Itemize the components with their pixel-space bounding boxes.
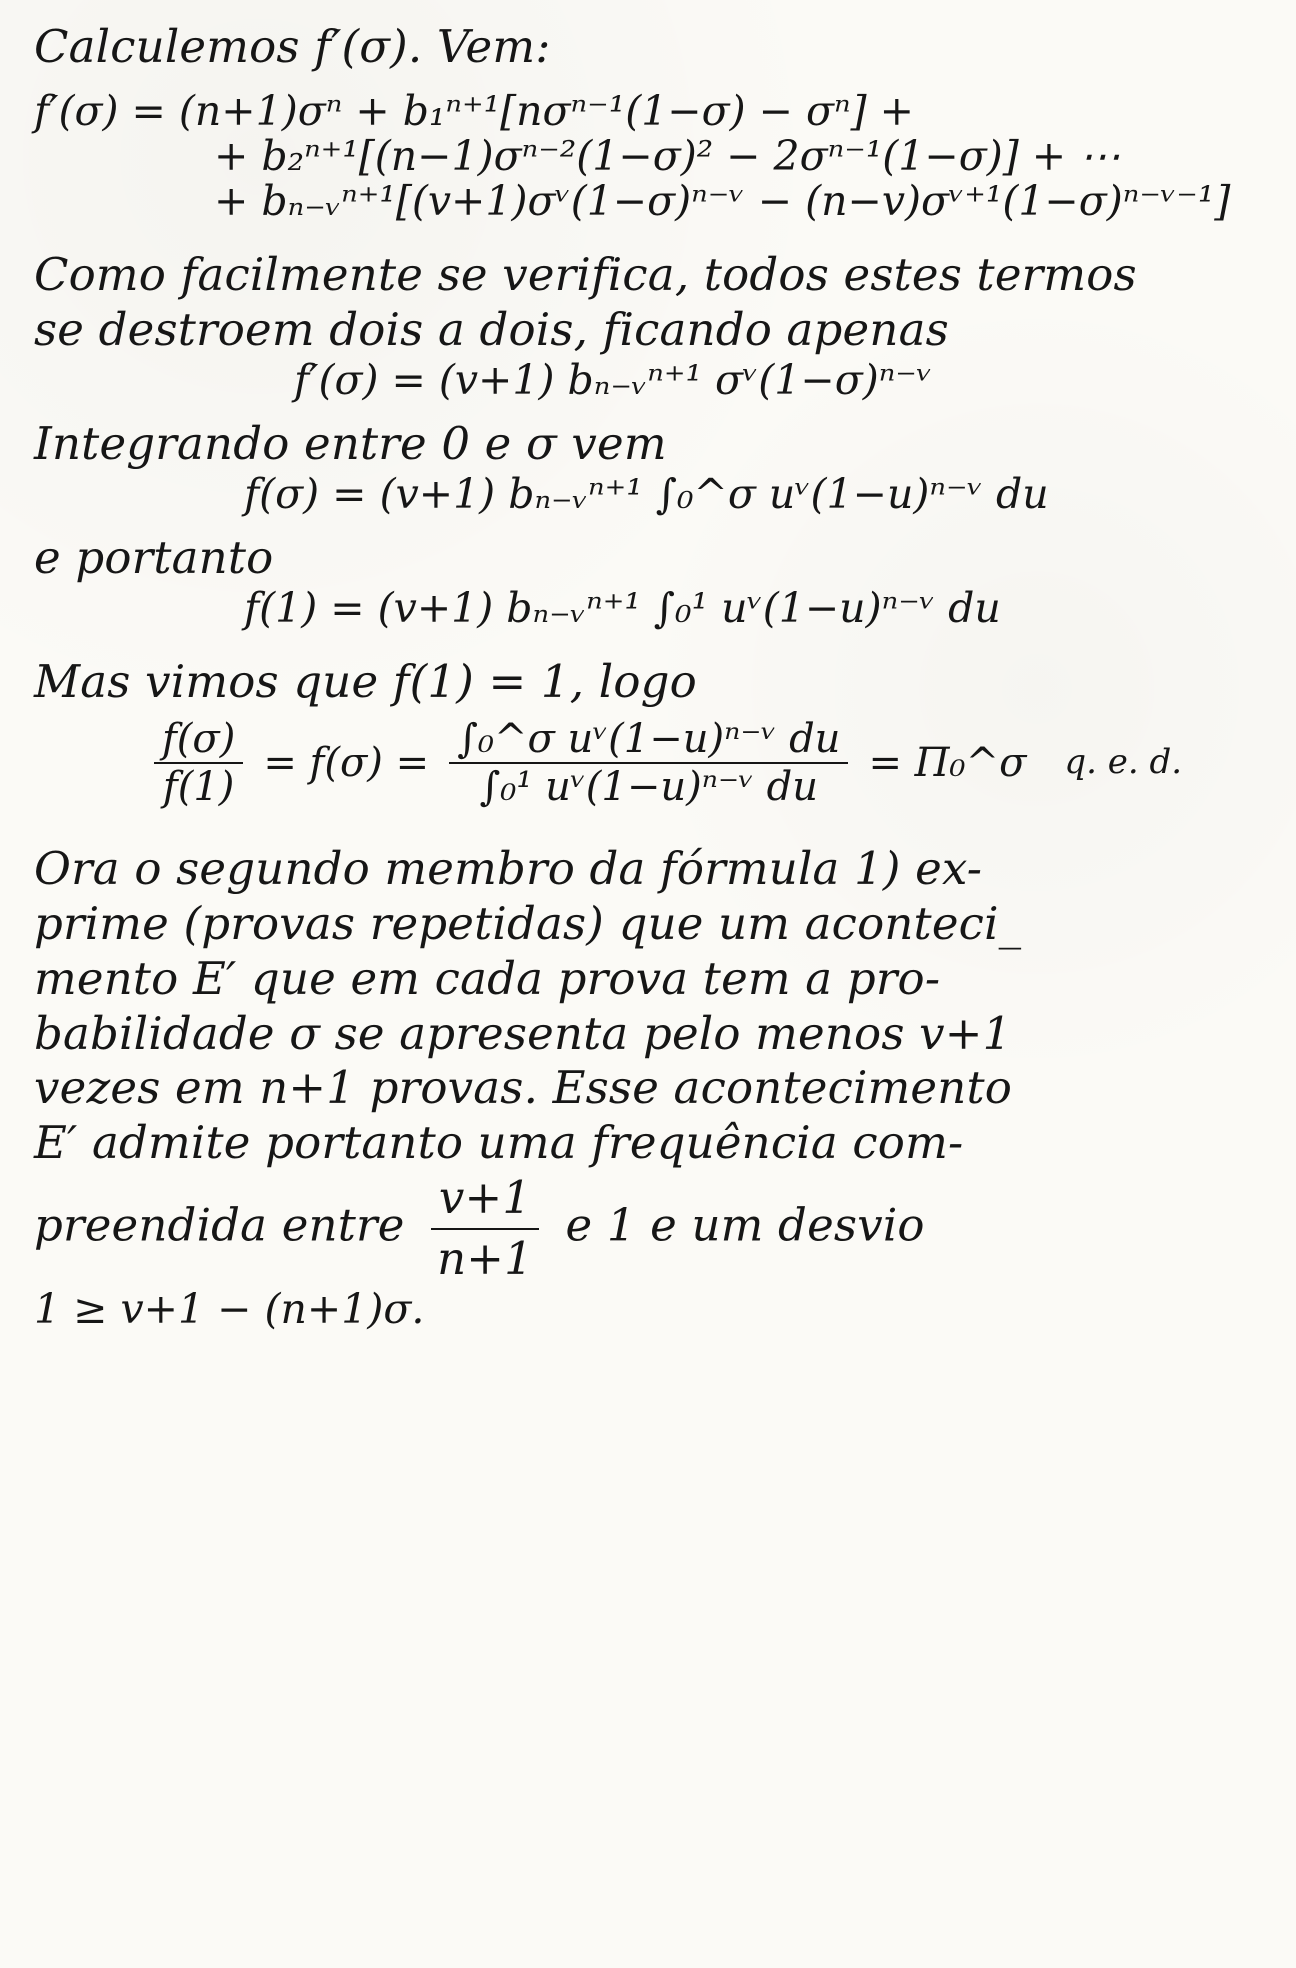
paragraph-line-1: Ora o segundo membro da fórmula 1) ex- — [34, 841, 983, 895]
bottom-spacing — [34, 1332, 1268, 1352]
paragraph-line-6: E′ admite portanto uma frequência com- — [34, 1116, 964, 1170]
left-fraction-denominator: f(1) — [162, 763, 235, 810]
fraction-equation-row — [34, 715, 1268, 810]
right-fraction-denominator: ∫₀¹ uᵛ(1−u)ⁿ⁻ᵛ du — [479, 763, 819, 810]
integral-equation-sigma: f(σ) = (v+1) bₙ₋ᵥⁿ⁺¹ ∫₀^σ uᵛ(1−u)ⁿ⁻ᵛ du — [244, 469, 1049, 518]
derivative-equation-line-3: + bₙ₋ᵥⁿ⁺¹[(v+1)σᵛ(1−σ)ⁿ⁻ᵛ − (n−v)σᵛ⁺¹(1−σ)ⁿ⁻ᵛ⁻¹] — [214, 177, 1231, 226]
paragraph-line-5: vezes em n+1 provas. Esse acontecimento — [34, 1061, 1013, 1115]
derivative-equation-line-2: + b₂ⁿ⁺¹[(n−1)σⁿ⁻²(1−σ)² − 2σⁿ⁻¹(1−σ)] + ⋯ — [214, 131, 1121, 180]
logical-conclusion-line: Mas vimos que f(1) = 1, logo — [34, 655, 697, 709]
integral-equation-one: f(1) = (v+1) bₙ₋ᵥⁿ⁺¹ ∫₀¹ uᵛ(1−u)ⁿ⁻ᵛ du — [244, 583, 1001, 632]
paragraph-line-2: prime (provas repetidas) que um aconteci_ — [34, 896, 1022, 950]
verification-text-line-2: se destroem dois a dois, ficando apenas — [34, 303, 949, 357]
left-fraction-numerator: f(σ) — [154, 718, 243, 764]
paragraph-line-7-suffix: e 1 e um desvio — [565, 1198, 925, 1252]
verification-text-line-1: Como facilmente se verifica, todos estes termos — [34, 248, 1137, 302]
integration-text-line: Integrando entre 0 e σ vem — [34, 417, 667, 471]
final-inequality-line: 1 ≥ v+1 − (n+1)σ. — [34, 1285, 425, 1334]
simplified-derivative-equation: f′(σ) = (v+1) bₙ₋ᵥⁿ⁺¹ σᵛ(1−σ)ⁿ⁻ᵛ — [294, 355, 933, 404]
derivative-equation-line-1: f′(σ) = (n+1)σⁿ + b₁ⁿ⁺¹[nσⁿ⁻¹(1−σ) − σⁿ] + — [34, 86, 915, 135]
right-fraction — [449, 715, 848, 810]
right-fraction-numerator: ∫₀^σ uᵛ(1−u)ⁿ⁻ᵛ du — [449, 718, 848, 764]
inline-fraction-numerator: v+1 — [431, 1171, 539, 1230]
intro-line: Calculemos f′(σ). Vem: — [34, 20, 551, 73]
paragraph-line-7 — [34, 1171, 1268, 1287]
paragraph-line-7-prefix: preendida entre — [34, 1198, 405, 1252]
middle-expression: = f(σ) = — [263, 739, 430, 786]
left-fraction — [154, 715, 243, 810]
paragraph-line-4: babilidade σ se apresenta pelo menos v+1 — [34, 1006, 1012, 1060]
inline-fraction-denominator: n+1 — [437, 1232, 533, 1286]
therefore-line: e portanto — [34, 531, 274, 585]
paragraph-line-3: mento E′ que em cada prova tem a pro- — [34, 951, 941, 1005]
result-expression: = Π₀^σ — [868, 739, 1027, 786]
qed-note: q. e. d. — [1064, 742, 1183, 783]
inline-fraction — [429, 1171, 541, 1287]
